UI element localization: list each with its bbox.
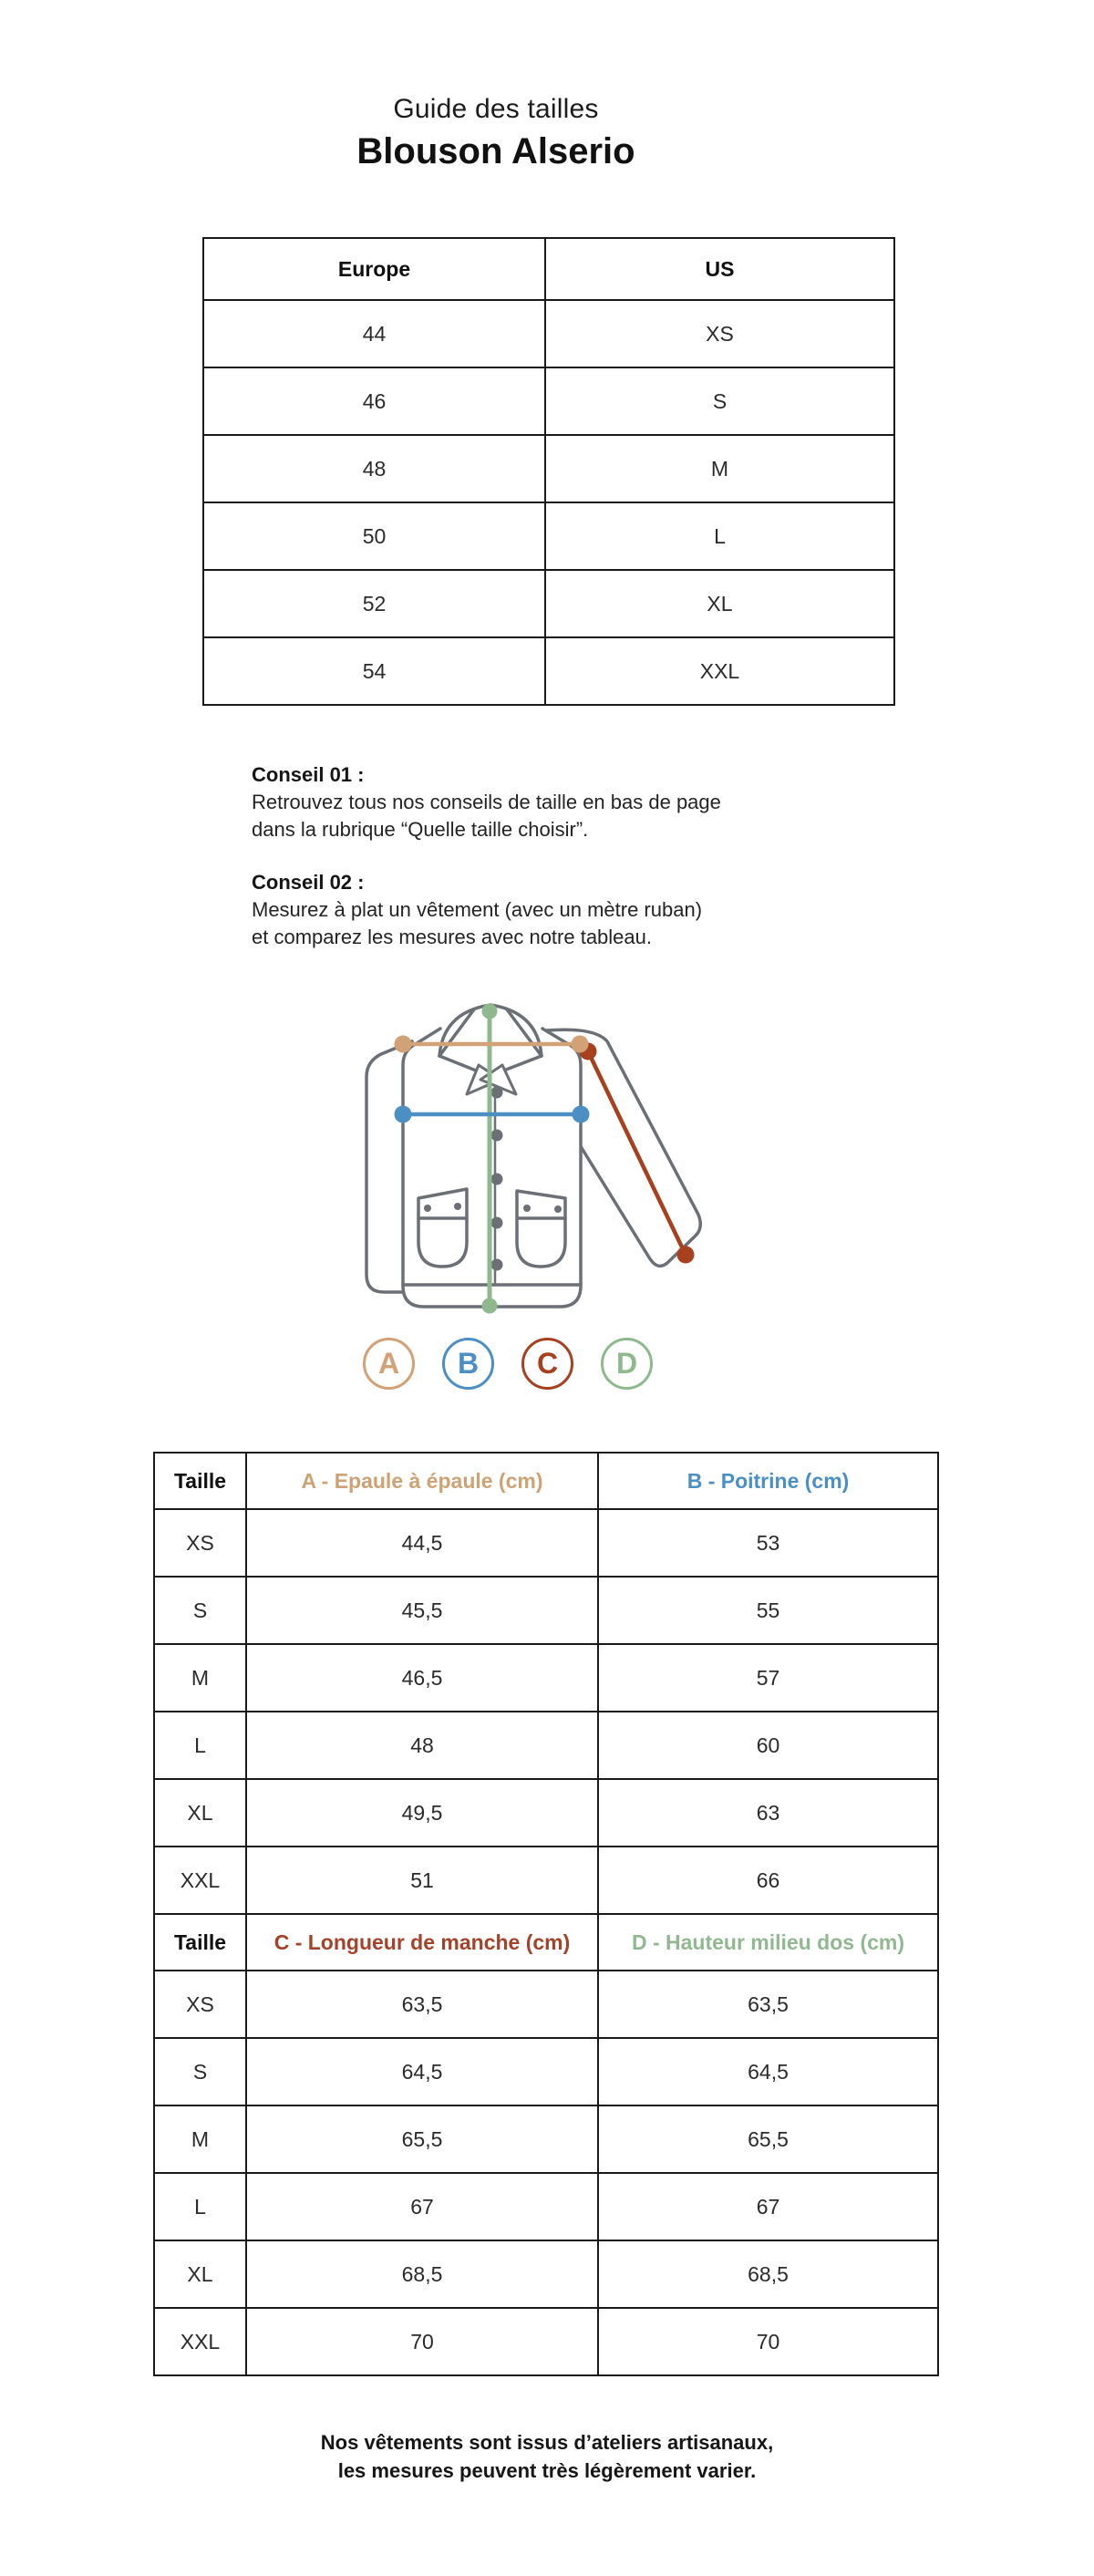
table-row	[154, 1847, 938, 1914]
value-cell: 70	[598, 2308, 938, 2375]
table-header-row	[154, 1453, 938, 1509]
value-cell: 70	[246, 2308, 598, 2375]
size-cell: S	[154, 1577, 246, 1644]
size-cell: XL	[154, 2240, 246, 2308]
tip-02	[252, 869, 762, 951]
size-cell: XL	[154, 1779, 246, 1847]
value-cell: 63,5	[246, 1971, 598, 2038]
column-header-size: Taille	[154, 1914, 246, 1971]
table-row	[154, 2173, 938, 2240]
value-cell: 64,5	[598, 2038, 938, 2105]
legend-badge-a: A	[363, 1338, 415, 1390]
value-cell: 68,5	[246, 2240, 598, 2308]
table-row	[154, 1971, 938, 2038]
column-header-us: US	[545, 238, 894, 300]
value-cell: 66	[598, 1847, 938, 1914]
size-cell: L	[545, 502, 894, 570]
table-row	[154, 1779, 938, 1847]
size-cell: M	[545, 435, 894, 502]
value-cell: 63,5	[598, 1971, 938, 2038]
table-row	[154, 1712, 938, 1779]
table-row	[154, 2105, 938, 2173]
table-row	[154, 2240, 938, 2308]
value-cell: 67	[598, 2173, 938, 2240]
value-cell: 57	[598, 1644, 938, 1712]
table-row	[154, 2308, 938, 2375]
left-pocket	[418, 1189, 467, 1267]
table-row	[154, 2038, 938, 2105]
tip-text-line: Mesurez à plat un vêtement (avec un mètre ruban)	[252, 898, 703, 921]
column-header-europe: Europe	[203, 238, 545, 300]
value-cell: 53	[598, 1509, 938, 1577]
size-conversion-table	[202, 237, 895, 706]
size-cell: 48	[203, 435, 545, 502]
size-cell: XS	[154, 1509, 246, 1577]
size-cell: XS	[545, 300, 894, 367]
value-cell: 44,5	[246, 1509, 598, 1577]
table-row	[203, 637, 894, 705]
page-subtitle: Guide des tailles	[393, 94, 599, 124]
tip-title: Conseil 01 :	[252, 763, 365, 786]
size-cell: XS	[154, 1971, 246, 2038]
column-header-size: Taille	[154, 1453, 246, 1509]
size-cell: 44	[203, 300, 545, 367]
size-cell: XL	[545, 570, 894, 637]
tip-text-line: Retrouvez tous nos conseils de taille en bas de page	[252, 791, 721, 813]
table-row	[154, 1644, 938, 1712]
value-cell: 55	[598, 1577, 938, 1644]
measurements-table	[153, 1452, 939, 2376]
value-cell: 46,5	[246, 1644, 598, 1712]
title-block	[0, 91, 992, 173]
value-cell: 65,5	[246, 2105, 598, 2173]
table-row	[203, 300, 894, 367]
table-row	[154, 1509, 938, 1577]
table-row	[203, 570, 894, 637]
tip-title: Conseil 02 :	[252, 871, 365, 894]
column-header-measure-b: B - Poitrine (cm)	[598, 1453, 938, 1509]
right-pocket	[517, 1191, 565, 1267]
size-cell: S	[545, 367, 894, 435]
tip-text-line: et comparez les mesures avec notre tableau.	[252, 926, 653, 948]
column-header-measure-a: A - Epaule à épaule (cm)	[246, 1453, 598, 1509]
column-header-measure-d: D - Hauteur milieu dos (cm)	[598, 1914, 938, 1971]
table-header-row	[203, 238, 894, 300]
size-cell: 46	[203, 367, 545, 435]
table-row	[154, 1577, 938, 1644]
size-cell: M	[154, 1644, 246, 1712]
tip-text-line: dans la rubrique “Quelle taille choisir”.	[252, 818, 589, 841]
tips-section	[252, 761, 762, 977]
value-cell: 65,5	[598, 2105, 938, 2173]
size-cell: 50	[203, 502, 545, 570]
size-cell: XXL	[154, 2308, 246, 2375]
table-row	[203, 367, 894, 435]
size-cell: XXL	[545, 637, 894, 705]
table-row	[203, 435, 894, 502]
column-header-measure-c: C - Longueur de manche (cm)	[246, 1914, 598, 1971]
legend-badge-d: D	[601, 1338, 653, 1390]
page-title: Blouson Alserio	[356, 131, 635, 171]
legend-badge-b: B	[442, 1338, 494, 1390]
size-cell: 52	[203, 570, 545, 637]
size-cell: S	[154, 2038, 246, 2105]
value-cell: 67	[246, 2173, 598, 2240]
footer-note-line: Nos vêtements sont issus d’ateliers artisanaux,	[320, 2431, 774, 2454]
jacket-measurement-diagram	[337, 985, 720, 1331]
footer-note-line: les mesures peuvent très légèrement varier.	[337, 2459, 757, 2482]
size-cell: M	[154, 2105, 246, 2173]
legend-badge-c: C	[521, 1338, 573, 1390]
value-cell: 48	[246, 1712, 598, 1779]
tip-01	[252, 761, 762, 843]
value-cell: 64,5	[246, 2038, 598, 2105]
size-cell: 54	[203, 637, 545, 705]
table-row	[203, 502, 894, 570]
size-cell: XXL	[154, 1847, 246, 1914]
value-cell: 45,5	[246, 1577, 598, 1644]
value-cell: 60	[598, 1712, 938, 1779]
table-header-row	[154, 1914, 938, 1971]
value-cell: 63	[598, 1779, 938, 1847]
value-cell: 68,5	[598, 2240, 938, 2308]
value-cell: 51	[246, 1847, 598, 1914]
footer-note	[0, 2428, 1094, 2485]
size-cell: L	[154, 1712, 246, 1779]
value-cell: 49,5	[246, 1779, 598, 1847]
size-cell: L	[154, 2173, 246, 2240]
